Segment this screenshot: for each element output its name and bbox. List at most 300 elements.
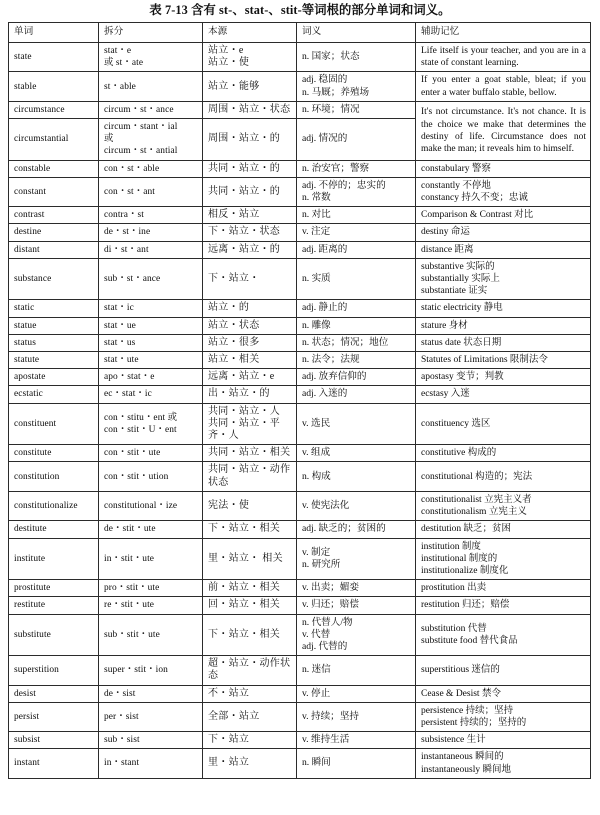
- cell-line: substitution 代替: [421, 623, 487, 634]
- cell-line: substitute food 替代食品: [421, 635, 518, 646]
- table-row: [9, 538, 591, 580]
- cell-origin: [203, 614, 297, 656]
- table-row: [9, 160, 591, 177]
- cell-word: persist: [9, 702, 99, 731]
- cell-split: [99, 160, 203, 177]
- cell-line: v. 注定: [302, 226, 331, 238]
- cell-split: [99, 352, 203, 369]
- cell-line: Life itself is your teacher, and you are in a state of constant learning.: [421, 46, 586, 69]
- cell-word: institute: [9, 538, 99, 580]
- cell-meaning: [297, 43, 416, 72]
- table-row: [9, 445, 591, 462]
- cell-meaning: [297, 491, 416, 520]
- cell-line: If you enter a goat stable, bleat; if you enter a water buffalo stable, bellow.: [421, 75, 586, 98]
- cell-line: adj. 距离的: [302, 243, 348, 255]
- cell-memory: [416, 614, 591, 656]
- cell-origin: [203, 749, 297, 778]
- cell-origin: [203, 656, 297, 685]
- cell-split: [99, 491, 203, 520]
- cell-line: con・stitu・ent 或: [104, 412, 178, 423]
- cell-meaning: [297, 656, 416, 685]
- cell-split: [99, 732, 203, 749]
- cell-line: n. 雕像: [302, 319, 331, 331]
- cell-word: superstition: [9, 656, 99, 685]
- cell-split: [99, 369, 203, 386]
- cell-line: v. 归还；赔偿: [302, 599, 359, 611]
- table-row: [9, 369, 591, 386]
- cell-line: sub・stit・ute: [104, 629, 160, 640]
- cell-line: substantially 实际上: [421, 274, 500, 285]
- cell-line: n. 马厩；养殖场: [302, 86, 370, 98]
- cell-word: destitute: [9, 521, 99, 538]
- cell-line: circum・stant・ial: [104, 122, 178, 133]
- cell-meaning: [297, 317, 416, 334]
- cell-word: statue: [9, 317, 99, 334]
- cell-word: desist: [9, 685, 99, 702]
- cell-line: adj. 代替的: [302, 640, 348, 652]
- cell-memory: [416, 369, 591, 386]
- cell-line: apo・stat・e: [104, 372, 155, 383]
- cell-split: [99, 685, 203, 702]
- cell-meaning: [297, 462, 416, 491]
- cell-split: [99, 334, 203, 351]
- cell-line: constituency 选区: [421, 418, 491, 429]
- cell-line: n. 代替人/物: [302, 616, 353, 628]
- cell-meaning: [297, 538, 416, 580]
- column-header-meaning: 词义: [297, 23, 416, 43]
- table-row: [9, 207, 591, 224]
- cell-line: 共同・站立・平齐・人: [208, 417, 281, 442]
- cell-meaning: [297, 72, 416, 101]
- cell-line: de・stit・ute: [104, 524, 156, 535]
- cell-line: constabulary 警察: [421, 163, 491, 174]
- table-row: [9, 685, 591, 702]
- cell-line: constitutive 构成的: [421, 448, 497, 459]
- cell-line: Cease & Desist 禁令: [421, 688, 501, 699]
- table-body: [9, 43, 591, 779]
- cell-line: 共同・站立・相关: [208, 447, 291, 459]
- cell-split: [99, 177, 203, 206]
- cell-line: n. 实质: [302, 273, 331, 285]
- table-header-row: [9, 23, 591, 43]
- cell-memory: [416, 491, 591, 520]
- cell-meaning: [297, 685, 416, 702]
- cell-line: 全部・站立: [208, 710, 260, 722]
- cell-word: status: [9, 334, 99, 351]
- cell-split: [99, 462, 203, 491]
- cell-word: prostitute: [9, 580, 99, 597]
- cell-memory: [416, 462, 591, 491]
- cell-memory: [416, 43, 591, 72]
- cell-word: ecstatic: [9, 386, 99, 403]
- table-row: [9, 177, 591, 206]
- cell-line: constitutionalist 立宪主义者: [421, 494, 532, 505]
- cell-line: stature 身材: [421, 320, 468, 331]
- cell-origin: [203, 445, 297, 462]
- cell-line: Statutes of Limitations 限制法令: [421, 355, 548, 366]
- cell-split: [99, 241, 203, 258]
- cell-line: con・stit・ute: [104, 448, 161, 459]
- cell-meaning: [297, 101, 416, 118]
- cell-line: 共同・站立・的: [208, 162, 281, 174]
- cell-line: constitutionalism 立宪主义: [421, 507, 527, 518]
- cell-line: re・stit・ute: [104, 600, 155, 611]
- cell-origin: [203, 403, 297, 445]
- cell-word: static: [9, 300, 99, 317]
- cell-origin: [203, 369, 297, 386]
- cell-line: instantaneous 瞬间的: [421, 752, 504, 763]
- cell-line: 站立・很多: [208, 336, 260, 348]
- cell-line: stat・ute: [104, 355, 139, 366]
- cell-line: n. 研究所: [302, 558, 341, 570]
- cell-origin: [203, 119, 297, 161]
- cell-line: 站立・相关: [208, 354, 260, 366]
- cell-line: stat・e: [104, 46, 132, 56]
- cell-line: v. 选民: [302, 417, 331, 429]
- cell-line: adj. 不停的；忠实的: [302, 179, 386, 191]
- cell-line: pro・stit・ute: [104, 583, 160, 594]
- cell-memory: [416, 224, 591, 241]
- cell-memory: [416, 258, 591, 300]
- cell-word: constituent: [9, 403, 99, 445]
- table-row: [9, 702, 591, 731]
- cell-line: n. 国家；状态: [302, 51, 360, 63]
- cell-origin: [203, 702, 297, 731]
- cell-line: status date 状态日期: [421, 337, 502, 348]
- cell-word: statute: [9, 352, 99, 369]
- cell-line: de・st・ine: [104, 227, 151, 238]
- cell-meaning: [297, 258, 416, 300]
- cell-line: per・sist: [104, 711, 139, 722]
- cell-line: 周围・站立・的: [208, 133, 281, 145]
- table-row: [9, 521, 591, 538]
- cell-split: [99, 386, 203, 403]
- cell-word: circumstantial: [9, 119, 99, 161]
- cell-word: instant: [9, 749, 99, 778]
- cell-meaning: [297, 403, 416, 445]
- cell-line: instantaneously 瞬间地: [421, 764, 511, 775]
- cell-line: 或: [104, 134, 114, 145]
- cell-origin: [203, 101, 297, 118]
- cell-line: 下・站立・状态: [208, 226, 281, 238]
- cell-origin: [203, 43, 297, 72]
- cell-line: persistent 持续的；坚持的: [421, 717, 527, 728]
- column-header-word: 单词: [9, 23, 99, 43]
- cell-meaning: [297, 597, 416, 614]
- table-row: [9, 334, 591, 351]
- cell-memory: [416, 538, 591, 580]
- cell-memory: [416, 702, 591, 731]
- cell-origin: [203, 580, 297, 597]
- cell-split: [99, 119, 203, 161]
- cell-memory: [416, 101, 591, 160]
- cell-line: v. 制定: [302, 546, 331, 558]
- cell-meaning: [297, 749, 416, 778]
- cell-line: constitutional 构造的；宪法: [421, 471, 533, 482]
- table-row: [9, 749, 591, 778]
- cell-origin: [203, 538, 297, 580]
- cell-memory: [416, 386, 591, 403]
- cell-split: [99, 224, 203, 241]
- cell-line: 下・站立: [208, 734, 250, 746]
- cell-line: institutionalize 制度化: [421, 565, 509, 576]
- cell-word: circumstance: [9, 101, 99, 118]
- cell-meaning: [297, 119, 416, 161]
- cell-line: 下・站立・相关: [208, 523, 281, 535]
- table-row: [9, 241, 591, 258]
- cell-origin: [203, 732, 297, 749]
- cell-line: v. 代替: [302, 628, 331, 640]
- cell-line: 超・站立・动作状态: [208, 658, 291, 682]
- cell-origin: [203, 177, 297, 206]
- cell-word: apostate: [9, 369, 99, 386]
- cell-split: [99, 749, 203, 778]
- cell-line: stat・ic: [104, 303, 134, 314]
- cell-line: 出・站立・的: [208, 388, 270, 400]
- cell-memory: [416, 749, 591, 778]
- table-caption: 表 7-13 含有 st-、stat-、stit-等词根的部分单词和词义。: [149, 3, 451, 17]
- cell-line: institutional 制度的: [421, 553, 498, 564]
- table-row: [9, 317, 591, 334]
- cell-memory: [416, 300, 591, 317]
- cell-line: 前・站立・相关: [208, 582, 281, 594]
- cell-line: 远离・站立・的: [208, 243, 281, 255]
- cell-line: 共同・站立・人: [208, 405, 281, 417]
- table-header: [9, 23, 591, 43]
- cell-line: 站立・的: [208, 302, 250, 314]
- cell-origin: [203, 317, 297, 334]
- column-header-memory: 辅助记忆: [416, 23, 591, 43]
- cell-origin: [203, 207, 297, 224]
- cell-line: n. 治安官；警察: [302, 162, 370, 174]
- cell-meaning: [297, 702, 416, 731]
- cell-line: con・stit・ution: [104, 471, 169, 482]
- cell-line: destitution 缺乏；贫困: [421, 524, 511, 535]
- cell-origin: [203, 224, 297, 241]
- cell-line: 站立・e: [208, 45, 244, 56]
- cell-memory: [416, 521, 591, 538]
- cell-line: 下・站立・: [208, 273, 260, 285]
- cell-memory: [416, 403, 591, 445]
- cell-line: substantive 实际的: [421, 261, 495, 272]
- cell-line: ec・stat・ic: [104, 389, 152, 400]
- cell-line: 或 st・ate: [104, 58, 144, 69]
- cell-split: [99, 317, 203, 334]
- column-header-origin: 本源: [203, 23, 297, 43]
- cell-line: di・st・ant: [104, 244, 149, 255]
- cell-origin: [203, 386, 297, 403]
- cell-memory: [416, 597, 591, 614]
- table-row: [9, 656, 591, 685]
- cell-origin: [203, 72, 297, 101]
- cell-word: subsist: [9, 732, 99, 749]
- cell-word: constant: [9, 177, 99, 206]
- table-row: [9, 352, 591, 369]
- cell-line: It's not circumstance. It's not chance. It is the choice we make that determines the destiny of life. Circumstance does not make the man; it reveals him to himself.: [421, 107, 586, 154]
- cell-line: n. 对比: [302, 209, 331, 221]
- cell-word: contrast: [9, 207, 99, 224]
- cell-line: 里・站立・ 相关: [208, 552, 283, 564]
- cell-word: stable: [9, 72, 99, 101]
- cell-line: static electricity 静电: [421, 303, 503, 314]
- cell-line: n. 常数: [302, 192, 331, 204]
- cell-line: adj. 放弃信仰的: [302, 371, 367, 383]
- cell-word: substitute: [9, 614, 99, 656]
- cell-line: 站立・能够: [208, 80, 260, 92]
- cell-memory: [416, 656, 591, 685]
- cell-line: constancy 持久不变；忠诚: [421, 193, 528, 204]
- cell-line: 宪法・使: [208, 499, 250, 511]
- cell-line: 站立・状态: [208, 319, 260, 331]
- cell-line: in・stant: [104, 758, 140, 769]
- cell-line: 共同・站立・动作状态: [208, 464, 291, 488]
- cell-line: 远离・站立・e: [208, 371, 275, 383]
- cell-line: n. 瞬间: [302, 757, 331, 769]
- table-row: [9, 224, 591, 241]
- cell-meaning: [297, 300, 416, 317]
- cell-line: stat・ue: [104, 320, 136, 331]
- cell-line: adj. 入迷的: [302, 388, 348, 400]
- cell-word: substance: [9, 258, 99, 300]
- cell-line: persistence 持续；坚持: [421, 705, 514, 716]
- cell-meaning: [297, 241, 416, 258]
- cell-line: 站立・使: [208, 57, 250, 69]
- cell-line: stat・us: [104, 337, 136, 348]
- table-row: [9, 491, 591, 520]
- cell-meaning: [297, 614, 416, 656]
- cell-meaning: [297, 160, 416, 177]
- cell-line: n. 法令；法规: [302, 354, 360, 366]
- table-row: [9, 597, 591, 614]
- table-row: [9, 614, 591, 656]
- table-row: [9, 580, 591, 597]
- cell-line: adj. 静止的: [302, 302, 348, 314]
- cell-origin: [203, 352, 297, 369]
- cell-line: adj. 缺乏的；贫困的: [302, 523, 386, 535]
- column-header-split: 拆分: [99, 23, 203, 43]
- cell-meaning: [297, 732, 416, 749]
- cell-line: constantly 不停地: [421, 180, 491, 191]
- cell-line: 相反・站立: [208, 209, 260, 221]
- cell-line: de・sist: [104, 688, 136, 699]
- cell-memory: [416, 580, 591, 597]
- cell-line: adj. 稳固的: [302, 74, 348, 86]
- cell-word: constable: [9, 160, 99, 177]
- cell-meaning: [297, 386, 416, 403]
- cell-split: [99, 72, 203, 101]
- cell-line: circum・st・antial: [104, 146, 178, 157]
- cell-meaning: [297, 369, 416, 386]
- cell-line: 不・站立: [208, 687, 250, 699]
- cell-split: [99, 597, 203, 614]
- cell-word: constitute: [9, 445, 99, 462]
- cell-meaning: [297, 177, 416, 206]
- cell-line: st・able: [104, 81, 136, 92]
- cell-meaning: [297, 334, 416, 351]
- cell-line: 下・站立・相关: [208, 628, 281, 640]
- table-row: [9, 403, 591, 445]
- cell-split: [99, 101, 203, 118]
- cell-split: [99, 521, 203, 538]
- table-row: [9, 300, 591, 317]
- cell-line: v. 组成: [302, 447, 331, 459]
- cell-word: constitution: [9, 462, 99, 491]
- cell-split: [99, 580, 203, 597]
- cell-memory: [416, 177, 591, 206]
- cell-line: v. 停止: [302, 687, 331, 699]
- cell-origin: [203, 160, 297, 177]
- cell-line: v. 维持生活: [302, 734, 350, 746]
- cell-line: n. 环境；情况: [302, 103, 360, 115]
- cell-line: ecstasy 入迷: [421, 389, 470, 400]
- cell-line: n. 状态；情况；地位: [302, 336, 389, 348]
- table-row: [9, 386, 591, 403]
- cell-line: con・stit・U・ent: [104, 424, 177, 435]
- cell-line: destiny 命运: [421, 227, 470, 238]
- cell-origin: [203, 597, 297, 614]
- cell-origin: [203, 462, 297, 491]
- cell-line: in・stit・ute: [104, 553, 155, 564]
- cell-split: [99, 656, 203, 685]
- cell-origin: [203, 334, 297, 351]
- cell-line: Comparison & Contrast 对比: [421, 210, 534, 221]
- cell-line: sub・sist: [104, 735, 140, 746]
- cell-split: [99, 43, 203, 72]
- cell-line: prostitution 出卖: [421, 583, 487, 594]
- cell-memory: [416, 207, 591, 224]
- cell-word: distant: [9, 241, 99, 258]
- cell-memory: [416, 334, 591, 351]
- cell-origin: [203, 258, 297, 300]
- cell-line: sub・st・ance: [104, 274, 161, 285]
- cell-split: [99, 258, 203, 300]
- cell-split: [99, 614, 203, 656]
- table-row: [9, 732, 591, 749]
- cell-split: [99, 445, 203, 462]
- cell-memory: [416, 160, 591, 177]
- cell-line: 周围・站立・状态: [208, 103, 291, 115]
- cell-line: substantiate 证实: [421, 286, 488, 297]
- cell-line: subsistence 生计: [421, 735, 486, 746]
- cell-split: [99, 207, 203, 224]
- cell-memory: [416, 352, 591, 369]
- cell-meaning: [297, 224, 416, 241]
- cell-line: n. 迷信: [302, 664, 331, 676]
- cell-memory: [416, 685, 591, 702]
- cell-word: destine: [9, 224, 99, 241]
- table-row: [9, 101, 591, 118]
- cell-split: [99, 702, 203, 731]
- table-row: [9, 462, 591, 491]
- cell-line: n. 构成: [302, 470, 331, 482]
- table-row: [9, 258, 591, 300]
- cell-line: super・stit・ion: [104, 665, 168, 676]
- cell-line: apostasy 变节；判教: [421, 372, 504, 383]
- cell-line: 共同・站立・的: [208, 185, 281, 197]
- cell-memory: [416, 445, 591, 462]
- cell-split: [99, 403, 203, 445]
- cell-split: [99, 300, 203, 317]
- cell-line: contra・st: [104, 210, 144, 221]
- cell-memory: [416, 241, 591, 258]
- cell-line: distance 距离: [421, 244, 474, 255]
- cell-origin: [203, 241, 297, 258]
- cell-line: v. 出卖；媚娈: [302, 582, 359, 594]
- cell-line: v. 使宪法化: [302, 499, 350, 511]
- cell-split: [99, 538, 203, 580]
- cell-word: state: [9, 43, 99, 72]
- cell-memory: [416, 732, 591, 749]
